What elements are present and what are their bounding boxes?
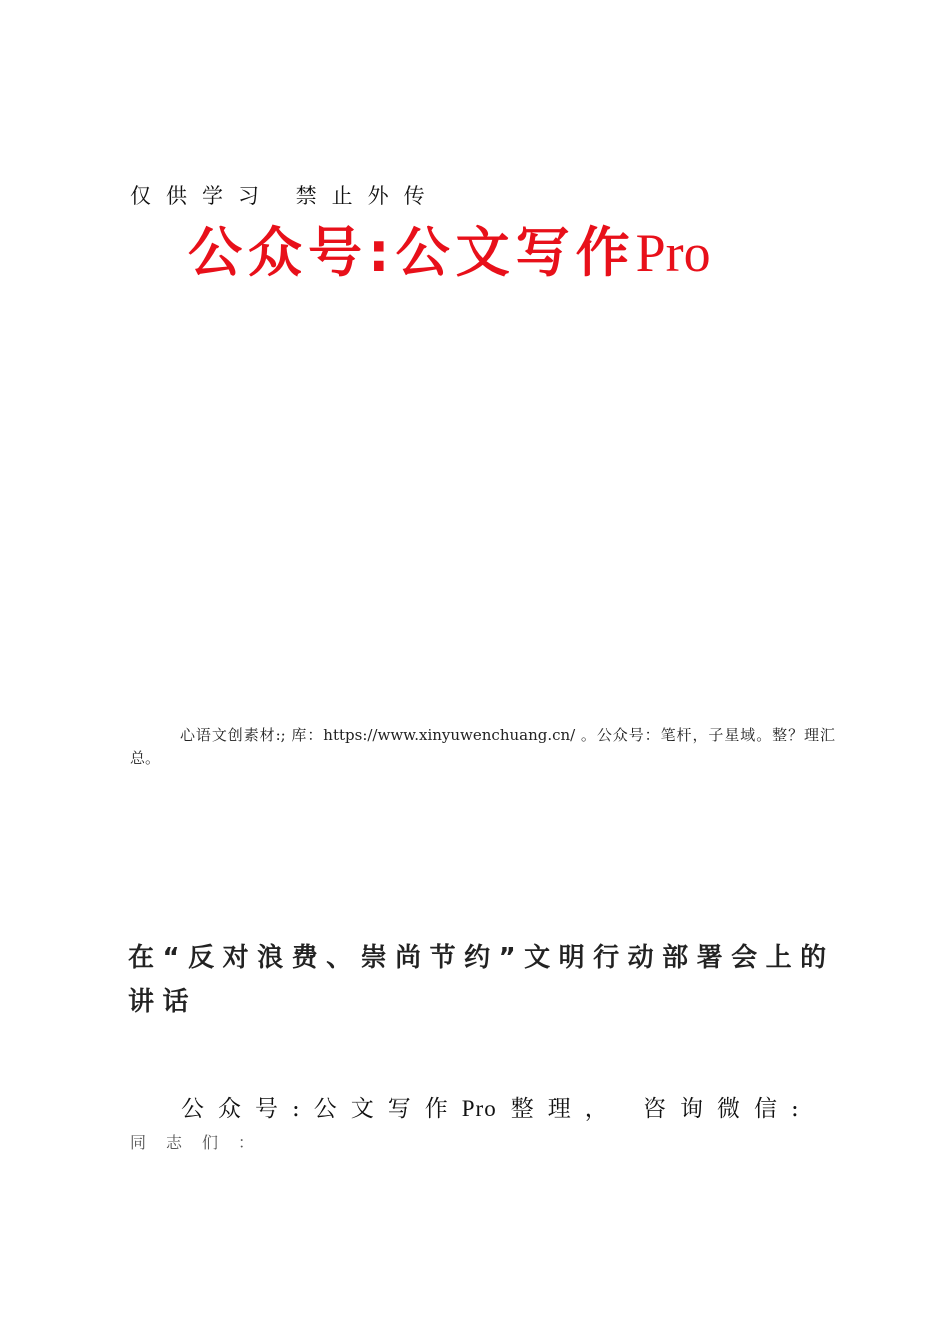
- compiled-by-pro: Pro: [461, 1096, 497, 1121]
- wechat-account-banner: [188, 221, 711, 284]
- salutation: 同志们：: [130, 1133, 275, 1152]
- source-note-paragraph: 心语文创素材:; 库：https://www.xinyuwenchuang.cn/ 。公众号：笔杆，子星域。整？理汇总。: [130, 726, 835, 767]
- speech-title: 在“反对浪费、崇尚节约”文明行动部署会上的讲话: [128, 943, 835, 1017]
- internal-use-notice: 仅供学习 禁止外传: [130, 184, 440, 208]
- compiled-by-prefix: 公众号:公文写作: [181, 1096, 462, 1122]
- banner-chinese-text: 公众号:公文写作: [188, 221, 636, 284]
- compiled-by-suffix: 整理， 咨询微信:: [510, 1096, 813, 1122]
- compiled-by-line: [181, 1090, 813, 1123]
- banner-pro-text: Pro: [635, 223, 711, 283]
